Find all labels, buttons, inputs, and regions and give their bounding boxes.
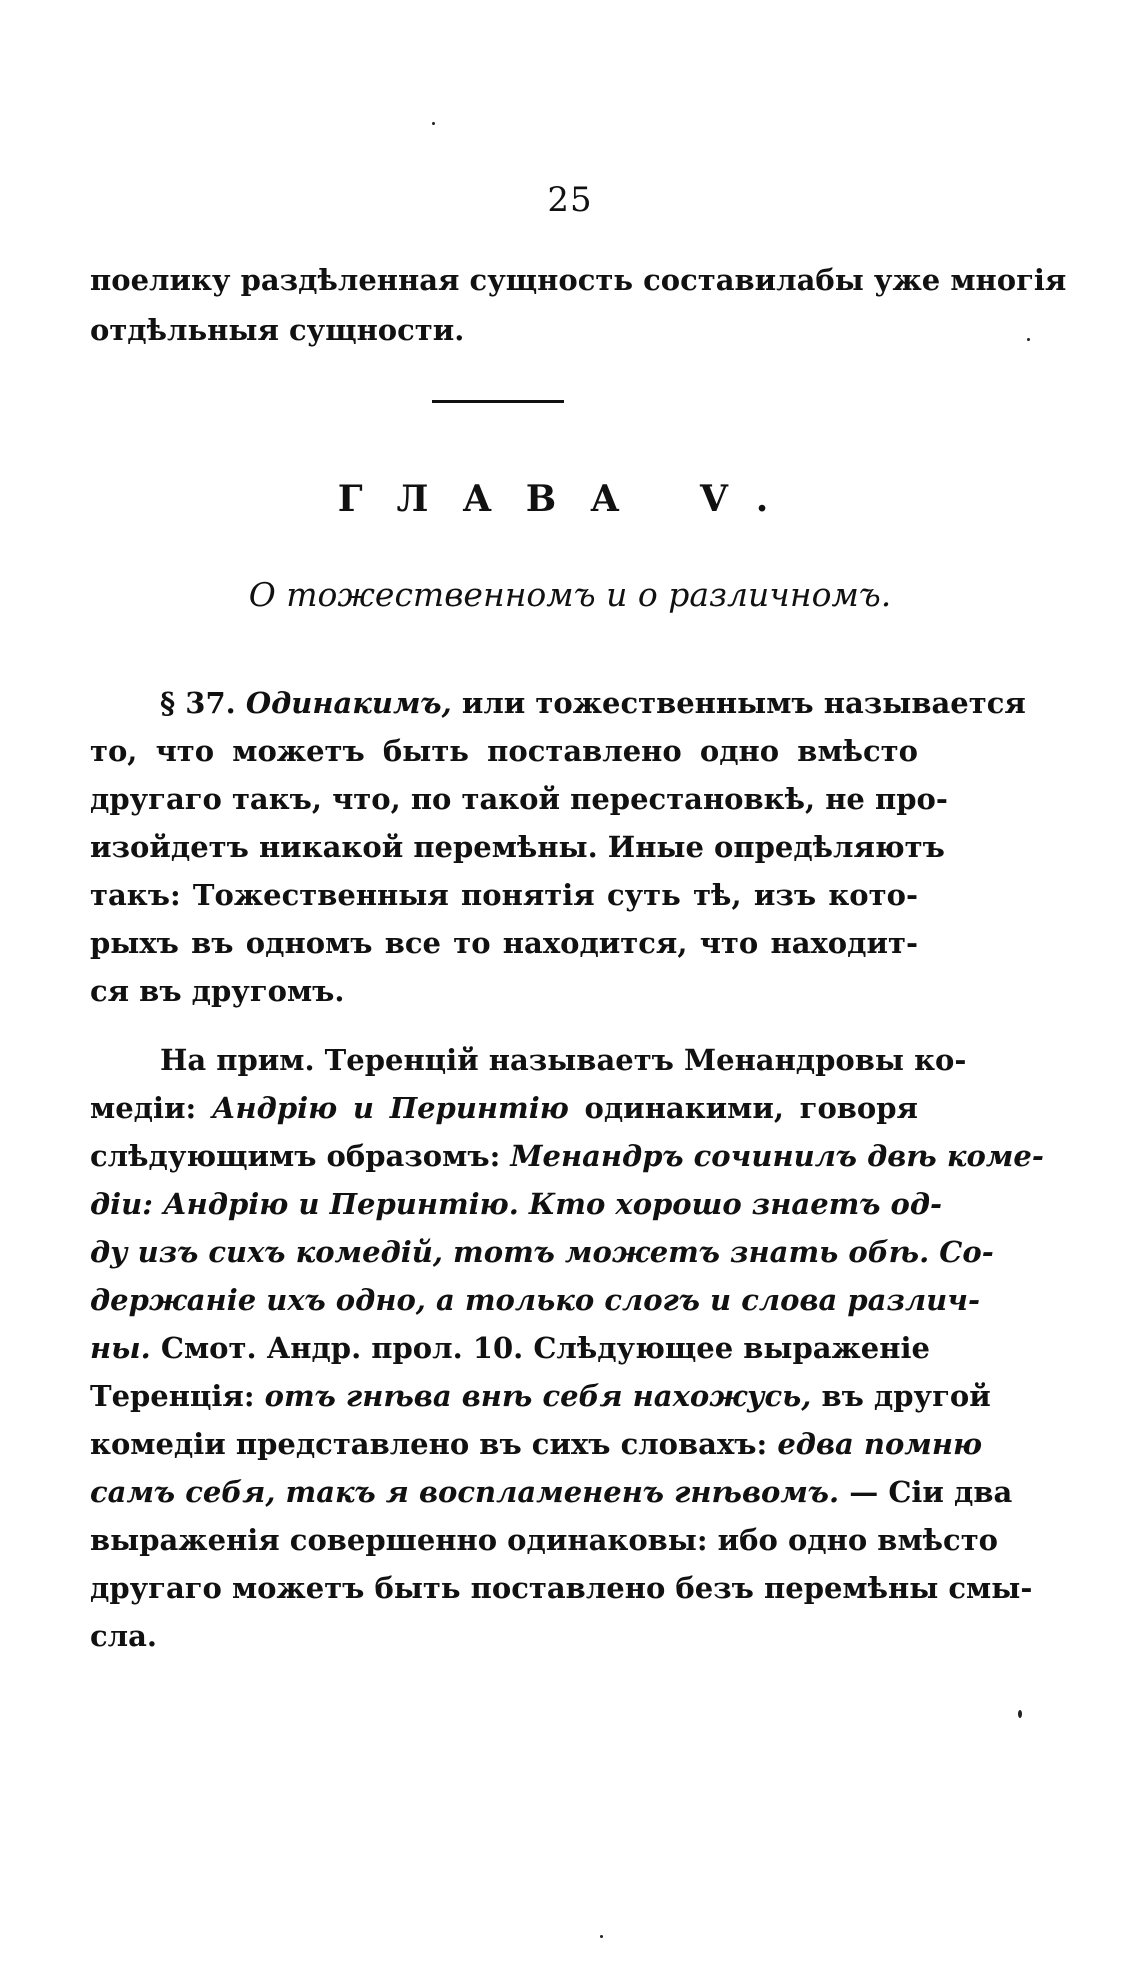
example-line-2-c: одинакими, говоря bbox=[584, 1091, 918, 1125]
example-line-8-a: Теренція: bbox=[90, 1379, 255, 1413]
example-line-3 bbox=[90, 1138, 1044, 1174]
example-line-13: сла. bbox=[90, 1619, 157, 1653]
example-line-12: другаго можетъ быть поставлено безъ перемѣны смы- bbox=[90, 1571, 1033, 1605]
section-37-line-2: то, что можетъ быть поставлено одно вмѣсто bbox=[90, 734, 918, 768]
example-line-10-a: самъ себя, такъ я воспламененъ гнѣвомъ. bbox=[90, 1475, 840, 1509]
example-line-2 bbox=[90, 1090, 918, 1126]
example-line-9-a: комедіи представлено въ сихъ словахъ: bbox=[90, 1427, 768, 1461]
section-37-line-1-rest: или тожественнымъ называется bbox=[461, 686, 1026, 720]
example-line-2-b: Андрію и Перинтію bbox=[211, 1091, 569, 1125]
scan-speck bbox=[600, 1935, 603, 1938]
example-line-8 bbox=[90, 1378, 991, 1414]
section-number: § 37. bbox=[160, 686, 236, 720]
example-line-1: На прим. Теренцій называетъ Менандровы ко- bbox=[160, 1043, 967, 1077]
example-line-11: выраженія совершенно одинаковы: ибо одно вмѣсто bbox=[90, 1523, 999, 1557]
example-line-8-b: отъ гнѣва внѣ себя нахожусь, bbox=[264, 1379, 812, 1413]
scan-speck bbox=[1018, 1710, 1022, 1718]
top-paragraph-line-2: отдѣльныя сущности. bbox=[90, 313, 465, 347]
example-line-3-a: слѣдующимъ образомъ: bbox=[90, 1139, 501, 1173]
chapter-title: ГЛАВА V. bbox=[337, 478, 803, 520]
scan-speck bbox=[1027, 338, 1030, 341]
section-37-line-3: другаго такъ, что, по такой перестановкѣ, не про- bbox=[90, 782, 948, 816]
term-odinakim: Одинакимъ, bbox=[245, 686, 452, 720]
example-line-10 bbox=[90, 1474, 1013, 1510]
section-37-line-7: ся въ другомъ. bbox=[90, 974, 345, 1008]
example-line-7-b: Смот. Андр. прол. 10. Слѣдующее выраженіе bbox=[160, 1331, 930, 1365]
example-line-6: держаніе ихъ одно, а только слогъ и слова различ- bbox=[90, 1283, 981, 1317]
example-line-7 bbox=[90, 1330, 930, 1366]
section-37-line-6: рыхъ въ одномъ все то находится, что находит- bbox=[90, 926, 918, 960]
example-line-5: ду изъ сихъ комедій, тотъ можетъ знать обѣ. Со- bbox=[90, 1235, 994, 1269]
section-37-line-4: изойдетъ никакой перемѣны. Иные опредѣляютъ bbox=[90, 830, 945, 864]
example-line-2-a: медіи: bbox=[90, 1091, 197, 1125]
example-line-7-a: ны. bbox=[90, 1331, 151, 1365]
section-37-line-5: такъ: Тожественныя понятія суть тѣ, изъ кото- bbox=[90, 878, 918, 912]
example-line-8-c: въ другой bbox=[821, 1379, 991, 1413]
example-line-10-b: — Сіи два bbox=[849, 1475, 1013, 1509]
example-line-3-b: Менандръ сочинилъ двѣ коме- bbox=[510, 1139, 1044, 1173]
chapter-subtitle: О тожественномъ и о различномъ. bbox=[248, 575, 892, 614]
top-paragraph-line-1: поелику раздѣленная сущность составилабы уже многія bbox=[90, 263, 1067, 297]
section-divider-rule bbox=[432, 400, 564, 403]
example-line-4: діи: Андрію и Перинтію. Кто хорошо знаетъ од- bbox=[90, 1187, 943, 1221]
scan-speck bbox=[432, 122, 435, 125]
section-37-line-1 bbox=[160, 685, 1026, 721]
page-number: 25 bbox=[547, 180, 593, 220]
example-line-9 bbox=[90, 1426, 983, 1462]
example-line-9-b: едва помню bbox=[777, 1427, 983, 1461]
